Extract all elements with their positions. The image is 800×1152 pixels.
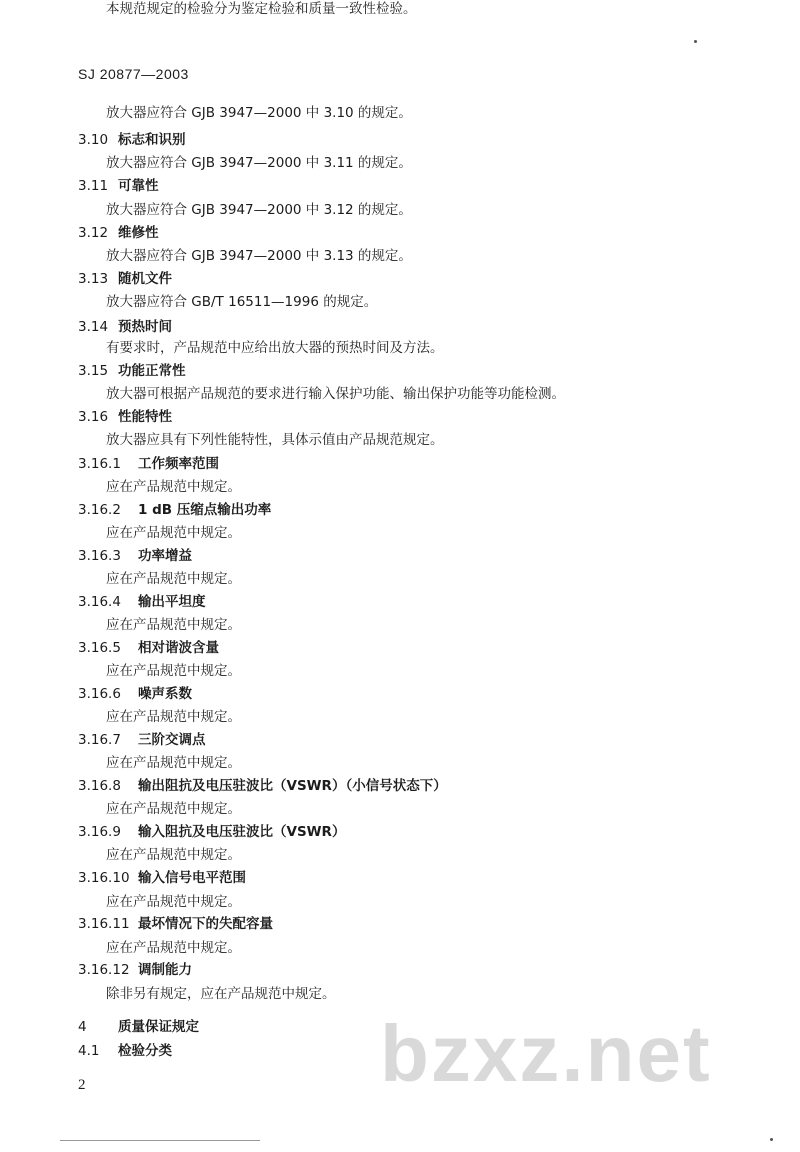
section-number: 3.16.1 (78, 456, 121, 472)
section-title: 1 dB 压缩点输出功率 (138, 502, 272, 518)
body-text: 应在产品规范中规定。 (106, 663, 241, 679)
section-number: 3.15 (78, 363, 109, 379)
section-heading (78, 639, 219, 657)
section-title: 预热时间 (118, 319, 172, 335)
section-number: 3.12 (78, 225, 109, 241)
section-heading (78, 547, 192, 565)
section-heading (78, 823, 345, 841)
section-title: 调制能力 (138, 962, 192, 978)
body-text: 应在产品规范中规定。 (106, 894, 241, 910)
section-title: 质量保证规定 (118, 1019, 199, 1035)
body-text: 放大器应具有下列性能特性，具体示值由产品规范规定。 (106, 432, 444, 448)
section-title: 随机文件 (118, 271, 172, 287)
section-heading (78, 1042, 172, 1060)
section-number: 3.14 (78, 319, 109, 335)
section-title: 维修性 (118, 225, 159, 241)
body-text: 应在产品规范中规定。 (106, 479, 241, 495)
section-number: 3.11 (78, 178, 109, 194)
section-number: 3.16.9 (78, 824, 121, 840)
body-text: 放大器应符合 GB/T 16511—1996 的规定。 (106, 294, 378, 310)
section-heading (78, 131, 186, 149)
section-title: 工作频率范围 (138, 456, 219, 472)
section-heading (78, 1018, 199, 1036)
section-heading (78, 224, 159, 242)
section-heading (78, 318, 172, 336)
page-number: 2 (78, 1077, 86, 1093)
section-title: 三阶交调点 (138, 732, 206, 748)
body-text: 放大器应符合 GJB 3947—2000 中 3.10 的规定。 (106, 105, 412, 121)
section-number: 3.16.11 (78, 916, 130, 932)
section-heading (78, 270, 172, 288)
section-number: 3.16.6 (78, 686, 121, 702)
body-text: 除非另有规定，应在产品规范中规定。 (106, 986, 336, 1002)
section-heading (78, 408, 172, 426)
body-text: 应在产品规范中规定。 (106, 801, 241, 817)
body-text: 放大器应符合 GJB 3947—2000 中 3.11 的规定。 (106, 155, 412, 171)
body-text: 应在产品规范中规定。 (106, 940, 241, 956)
section-number: 3.16.2 (78, 502, 121, 518)
section-heading (78, 777, 447, 795)
section-title: 相对谐波含量 (138, 640, 219, 656)
section-title: 输入阻抗及电压驻波比（VSWR） (138, 824, 346, 840)
section-title: 标志和识别 (118, 132, 186, 148)
section-title: 最坏情况下的失配容量 (138, 916, 273, 932)
body-text: 应在产品规范中规定。 (106, 525, 241, 541)
section-heading (78, 685, 192, 703)
section-title: 输入信号电平范围 (138, 870, 246, 886)
section-number: 3.16.5 (78, 640, 121, 656)
body-text: 有要求时，产品规范中应给出放大器的预热时间及方法。 (106, 340, 444, 356)
section-title: 输出阻抗及电压驻波比（VSWR）（小信号状态下） (138, 778, 447, 794)
section-number: 3.16.10 (78, 870, 130, 886)
section-number: 3.16.3 (78, 548, 121, 564)
section-number: 4 (78, 1019, 87, 1035)
body-text: 本规范规定的检验分为鉴定检验和质量一致性检验。 (106, 1, 417, 17)
body-text: 放大器应符合 GJB 3947—2000 中 3.13 的规定。 (106, 248, 412, 264)
body-text: 应在产品规范中规定。 (106, 709, 241, 725)
section-heading (78, 593, 206, 611)
section-number: 4.1 (78, 1043, 100, 1059)
section-heading (78, 869, 246, 887)
section-title: 噪声系数 (138, 686, 192, 702)
section-title: 功能正常性 (118, 363, 186, 379)
section-number: 3.13 (78, 271, 109, 287)
body-text: 放大器应符合 GJB 3947—2000 中 3.12 的规定。 (106, 202, 412, 218)
section-heading (78, 501, 271, 519)
section-title: 输出平坦度 (138, 594, 206, 610)
scan-speck (694, 40, 697, 43)
section-heading (78, 177, 159, 195)
section-number: 3.16 (78, 409, 109, 425)
body-text: 应在产品规范中规定。 (106, 617, 241, 633)
section-number: 3.16.8 (78, 778, 121, 794)
section-number: 3.10 (78, 132, 109, 148)
section-heading (78, 915, 273, 933)
section-title: 检验分类 (118, 1043, 172, 1059)
section-title: 性能特性 (118, 409, 172, 425)
body-text: 应在产品规范中规定。 (106, 755, 241, 771)
section-title: 功率增益 (138, 548, 192, 564)
watermark: bzxz.net (380, 1009, 712, 1098)
section-title: 可靠性 (118, 178, 159, 194)
section-heading (78, 731, 206, 749)
scan-speck (770, 1138, 773, 1141)
body-text: 应在产品规范中规定。 (106, 847, 241, 863)
body-text: 放大器可根据产品规范的要求进行输入保护功能、输出保护功能等功能检测。 (106, 386, 565, 402)
document-header: SJ 20877—2003 (78, 66, 189, 82)
section-number: 3.16.12 (78, 962, 130, 978)
section-number: 3.16.4 (78, 594, 121, 610)
body-text: 应在产品规范中规定。 (106, 571, 241, 587)
section-heading (78, 961, 192, 979)
section-number: 3.16.7 (78, 732, 121, 748)
scan-edge-line (60, 1140, 260, 1141)
section-heading (78, 362, 186, 380)
section-heading (78, 455, 219, 473)
